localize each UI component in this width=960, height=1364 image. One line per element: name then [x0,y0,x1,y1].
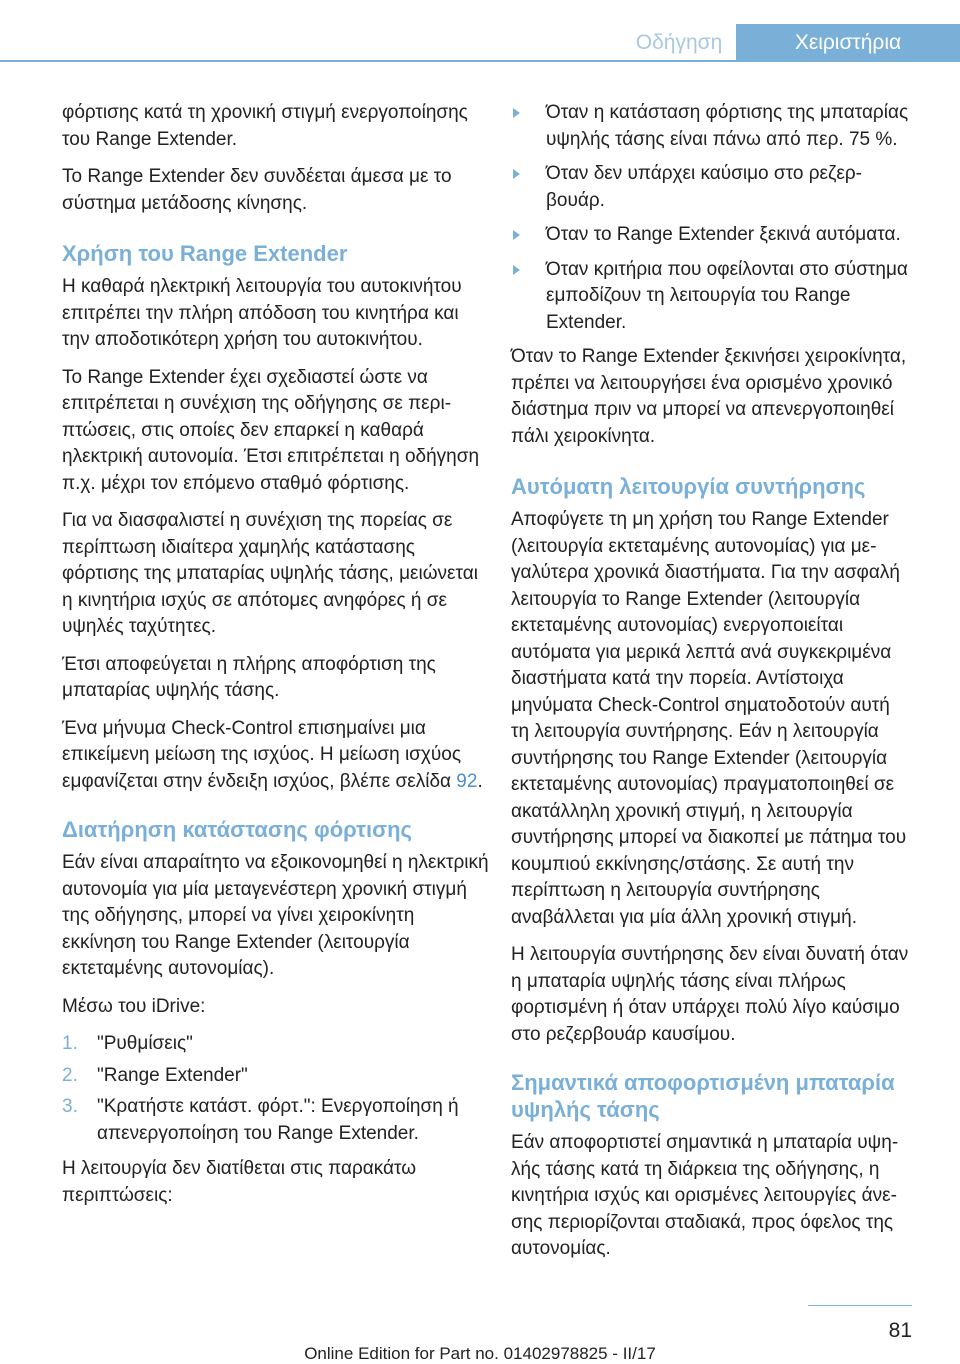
step-number: 3. [62,1096,78,1117]
bullet-text: Όταν το Range Extender ξεκινά αυτόματα. [546,224,901,245]
idrive-steps-list [62,1031,490,1147]
edition-footer: Online Edition for Part no. 01402978825 - II/17 [304,1344,656,1363]
unavailable-conditions-list [511,100,913,336]
paragraph: Η λειτουργία δεν διατίθεται στις παρακάτω περιπτώσεις: [62,1158,417,1206]
step-text: "Κρατήστε κατάστ. φόρτ.": Ενεργοποίηση ή απενεργοποίηση του Range Extender. [97,1096,459,1144]
page-number: 81 [888,1319,912,1342]
bullet-triangle-icon [513,230,520,240]
section-heading-range-extender-use: Χρήση του Range Extender [62,241,348,266]
list-item [62,1031,490,1058]
footer-divider [808,1305,912,1306]
tab-controls[interactable]: Χειριστήρια [736,24,960,61]
list-item [62,1063,490,1090]
list-item [511,161,913,214]
page-reference-link[interactable]: 92 [456,770,478,792]
paragraph-end: . [477,770,483,792]
bullet-text: Όταν κριτήρια που οφείλονται στο σύστημα εμποδίζουν τη λειτουργία του Range Extender. [546,258,908,333]
paragraph: φόρτισης κατά τη χρονική στιγμή ενεργοποίησης του Range Extender. [62,102,468,150]
paragraph: Για να διασφαλιστεί η συνέχιση της πορείας σε περίπτωση ιδιαίτερα χαμηλής κατάστασης φόρτισης της μπαταρίας υψηλής τάσης, μειώνεται η κινητήρια ισχύς σε απότομες ανηφόρες ή σε υψηλές ταχύτητες. [62,510,478,637]
bullet-text: Όταν η κατάσταση φόρτισης της μπαταρίας υψηλής τάσης είναι πάνω από περ. 75 %. [546,102,909,150]
bullet-triangle-icon [513,108,520,118]
step-text: "Ρυθμίσεις" [97,1033,193,1054]
list-item [62,1094,490,1147]
section-heading-charge-hold: Διατήρηση κατάστασης φόρτισης [62,817,413,842]
paragraph: Έτσι αποφεύγεται η πλήρης αποφόρτιση της μπαταρίας υψηλής τάσης. [62,653,436,701]
paragraph-text: Ένα μήνυμα Check-Control επισημαίνει μια επικείμενη μείωση της ισχύος. Η μείωση ισχύος εμφανίζεται στην ένδειξη ισχύος, βλέπε σελίδα [62,717,461,792]
step-number: 2. [62,1064,78,1086]
paragraph: Η λειτουργία συντήρησης δεν είναι δυνατή όταν η μπαταρία υψηλής τάσης είναι πλήρως φορτισμένη ή όταν υπάρχει πολύ λίγο καύσιμο στο ρεζερβουάρ καυσίμου. [511,944,909,1045]
bullet-triangle-icon [513,265,520,275]
list-item [511,222,913,249]
list-item [511,100,913,153]
paragraph: Μέσω του iDrive: [62,995,206,1017]
left-column [62,100,490,1220]
paragraph: Εάν είναι απαραίτητο να εξοικονομηθεί η ηλεκτρική αυτονομία για μία μεταγενέστερη χρονική στιγμή της οδήγησης, μπορεί να γίνει χειροκίνητη εκκίνηση του Range Extender (λειτουργία εκτεταμένης αυτονομίας). [62,852,489,979]
paragraph: Εάν αποφορτιστεί σημαντικά η μπαταρία υψηλής τάσης κατά τη διάρκεια της οδήγησης, η κινητήρια ισχύς και ορισμένες λειτουργίες άνεσης περιορίζονται σταδιακά, προς όφελος της αυτονομίας. [511,1132,899,1259]
paragraph: Αποφύγετε τη μη χρήση του Range Extender (λειτουργία εκτεταμένης αυτονομίας) για μεγαλύτερα χρονικά διαστήματα. Για την ασφαλή λειτουργία το Range Extender (λειτουργία εκτεταμένης αυτονομίας) ενεργοποιείται αυτόματα για μερικά λεπτά ανά συγκεκριμένα διαστήματα κατά την πορεία. Αντίστοιχα μηνύματα Check-Control σηματοδοτούν αυτή τη λειτουργία συντήρησης. Εάν η λειτουργία συντήρησης του Range Extender (λειτουργία εκτεταμένης αυτονομίας) πραγματοποιηθεί σε ακατάλληλη χρονική στιγμή, η λειτουργία συντήρησης μπορεί να διακοπεί με πάτημα του κουμπιού εκκίνησης/στάσης. Σε αυτή την περίπτωση η λειτουργία συντήρησης αναβάλλεται για μία άλλη χρονική στιγμή. [511,509,907,928]
step-number: 1. [62,1033,78,1054]
paragraph: Το Range Extender έχει σχεδιαστεί ώστε να επιτρέπεται η συνέχιση της οδήγησης σε περιπτώσεις, στις οποίες δεν επαρκεί η καθαρά ηλεκτρική αυτονομία. Έτσι επιτρέπεται η οδήγηση π.χ. μέχρι τον επόμενο σταθμό φόρτισης. [62,366,480,494]
section-heading-low-battery: Σημαντικά αποφορτισμένη μπαταρία υψηλής τάσης [511,1070,895,1122]
header-tabs [622,24,960,61]
bullet-triangle-icon [513,169,520,179]
bullet-text: Όταν δεν υπάρχει καύσιμο στο ρεζερβουάρ. [546,163,862,211]
list-item [511,257,913,337]
step-text: "Range Extender" [97,1064,248,1086]
paragraph: Όταν το Range Extender ξεκινήσει χειροκίνητα, πρέπει να λειτουργήσει ένα ορισμένο χρονικό διάστημα πριν να μπορεί να απενεργοποιηθεί πάλι χειροκίνητα. [511,346,907,447]
section-heading-auto-maintenance: Αυτόματη λειτουργία συντήρησης [511,474,866,499]
header-divider [0,60,960,62]
tab-driving[interactable]: Οδήγηση [635,30,723,54]
paragraph: Η καθαρά ηλεκτρική λειτουργία του αυτοκινήτου επιτρέπει την πλήρη απόδοση του κινητήρα και την αποδοτικότερη χρήση του αυτοκινήτου. [62,276,462,350]
paragraph-with-page-link [62,716,490,796]
paragraph: Το Range Extender δεν συνδέεται άμεσα με το σύστημα μετάδοσης κίνησης. [62,166,452,214]
right-column [511,100,913,1274]
